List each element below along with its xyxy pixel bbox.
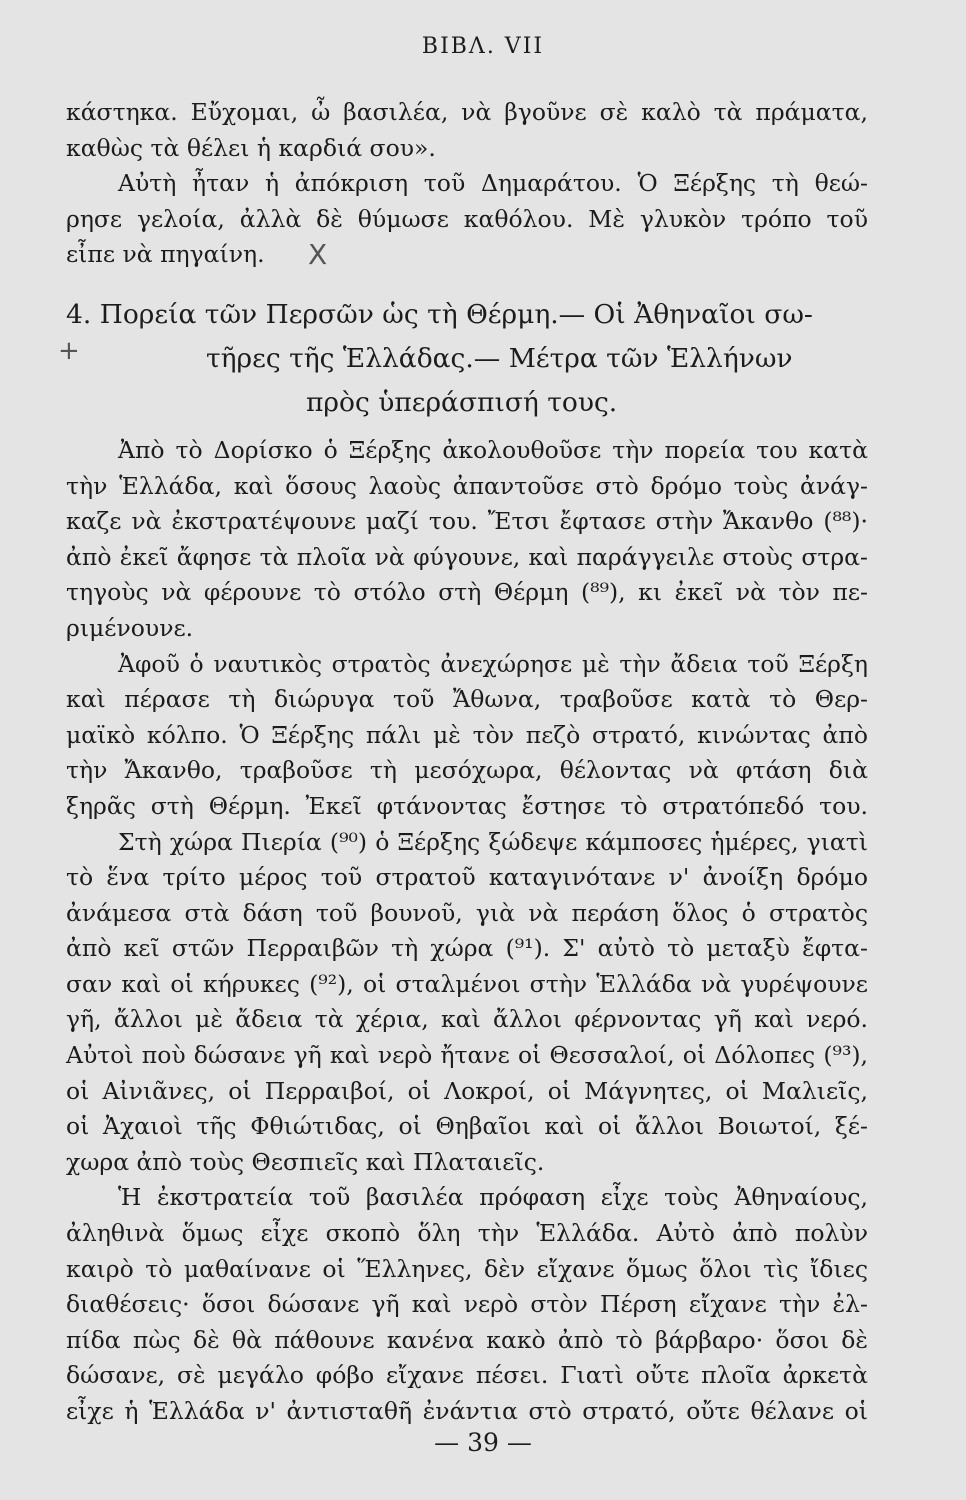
text-line: Αὐτὴ ἦταν ἡ ἀπόκριση τοῦ Δημαράτου. Ὁ Ξέρξης τὴ θεώ-: [118, 169, 868, 198]
text-line: καὶ πέρασε τὴ διώρυγα τοῦ Ἄθωνα, τραβοῦσε κατὰ τὸ Θερ-: [66, 685, 868, 714]
text-line: οἱ Ἀχαιοὶ τῆς Φθιώτιδας, οἱ Θηβαῖοι καὶ οἱ ἄλλοι Βοιωτοί, ξέ-: [66, 1112, 868, 1141]
text-line: ριμένουνε.: [66, 613, 194, 642]
body-text: [66, 95, 868, 1430]
text-line: τὴν Ἄκανθο, τραβοῦσε τὴ μεσόχωρα, θέλοντας νὰ φτάση διὰ: [66, 756, 868, 785]
text-line: εἶπε νὰ πηγαίνη.: [66, 240, 265, 269]
text-line: τὸ ἕνα τρίτο μέρος τοῦ στρατοῦ καταγινότανε ν' ἀνοίξη δρόμο: [66, 863, 868, 892]
text-line: χωρα ἀπὸ τοὺς Θεσπιεῖς καὶ Πλαταιεῖς.: [66, 1147, 545, 1176]
text-line: ξηρᾶς στὴ Θέρμη. Ἐκεῖ φτάνοντας ἔστησε τὸ στρατόπεδό του.: [66, 791, 868, 820]
heading-line: πρὸς ὑπεράσπισή τους.: [306, 386, 618, 418]
page-number: — 39 —: [434, 1428, 532, 1457]
text-line: ἀληθινὰ ὅμως εἶχε σκοπὸ ὅλη τὴν Ἑλλάδα. Αὐτὸ ἀπὸ πολὺν: [66, 1219, 868, 1248]
section-heading: [66, 293, 868, 425]
text-line: Ἀπὸ τὸ Δορίσκο ὁ Ξέρξης ἀκολουθοῦσε τὴν πορεία του κατὰ: [118, 435, 868, 464]
text-line: κάστηκα. Εὔχομαι, ὦ βασιλέα, νὰ βγοῦνε σὲ καλὸ τὰ πράματα,: [66, 98, 868, 126]
text-line: οἱ Αἰνιᾶνες, οἱ Περραιβοί, οἱ Λοκροί, οἱ Μάγνητες, οἱ Μαλιεῖς,: [66, 1076, 868, 1105]
text-line: καζε νὰ ἐκστρατέψουνε μαζί του. Ἔτσι ἔφτασε στὴν Ἄκανθο (⁸⁸)·: [66, 507, 868, 536]
text-line: Στὴ χώρα Πιερία (⁹⁰) ὁ Ξέρξης ξώδεψε κάμποσες ἡμέρες, γιατὶ: [118, 827, 868, 856]
text-line: ρησε γελοία, ἀλλὰ δὲ θύμωσε καθόλου. Μὲ γλυκὸν τρόπο τοῦ: [66, 204, 868, 233]
text-line: σαν καὶ οἱ κήρυκες (⁹²), οἱ σταλμένοι στὴν Ἑλλάδα νὰ γυρέψουνε: [66, 969, 868, 998]
text-line: τὴν Ἑλλάδα, καὶ ὅσους λαοὺς ἀπαντοῦσε στὸ δρόμο τοὺς ἀνάγ-: [66, 471, 868, 500]
text-line: καθὼς τὰ θέλει ἡ καρδιά σου».: [66, 133, 436, 162]
heading-line: τῆρες τῆς Ἑλλάδας.— Μέτρα τῶν Ἑλλήνων: [206, 342, 793, 374]
text-line: Ἀφοῦ ὁ ναυτικὸς στρατὸς ἀνεχώρησε μὲ τὴν ἄδεια τοῦ Ξέρξη: [118, 649, 868, 678]
text-line: ἀπὸ κεῖ στῶν Περραιβῶν τὴ χώρα (⁹¹). Σ' αὐτὸ τὸ μεταξὺ ἔφτα-: [66, 934, 868, 963]
text-line: Ἡ ἐκστρατεία τοῦ βασιλέα πρόφαση εἶχε τοὺς Ἀθηναίους,: [118, 1183, 868, 1212]
text-line: τηγοὺς νὰ φέρουνε τὸ στόλο στὴ Θέρμη (⁸⁹), κι ἐκεῖ νὰ τὸν πε-: [66, 578, 868, 607]
text-line: εἶχε ἡ Ἑλλάδα ν' ἀντισταθῆ ἐνάντια στὸ στρατό, οὔτε θέλανε οἱ: [66, 1397, 868, 1425]
text-line: γῆ, ἄλλοι μὲ ἄδεια τὰ χέρια, καὶ ἄλλοι φέρνοντας γῆ καὶ νερό.: [66, 1005, 868, 1034]
text-line: διαθέσεις· ὅσοι δώσανε γῆ καὶ νερὸ στὸν Πέρση εἴχανε τὴν ἐλ-: [66, 1290, 868, 1319]
text-line: ἀπὸ ἐκεῖ ἄφησε τὰ πλοῖα νὰ φύγουνε, καὶ παράγγειλε στοὺς στρα-: [66, 542, 868, 571]
text-line: δώσανε, σὲ μεγάλο φόβο εἴχανε πέσει. Γιατὶ οὔτε πλοῖα ἀρκετὰ: [66, 1361, 868, 1390]
text-line: ἀνάμεσα στὰ δάση τοῦ βουνοῦ, γιὰ νὰ περάση ὅλος ὁ στρατὸς: [66, 898, 868, 927]
heading-line: 4. Πορεία τῶν Περσῶν ὡς τὴ Θέρμη.— Οἱ Ἀθηναῖοι σω-: [66, 298, 813, 330]
text-line: Αὐτοὶ ποὺ δώσανε γῆ καὶ νερὸ ἤτανε οἱ Θεσσαλοί, οἱ Δόλοπες (⁹³),: [66, 1041, 868, 1070]
text-line: πίδα πὼς δὲ θὰ πάθουνε κανένα κακὸ ἀπὸ τὸ βάρβαρο· ὅσοι δὲ: [66, 1325, 868, 1354]
running-head: ΒΙΒΛ. VII: [421, 34, 545, 59]
text-line: μαϊκὸ κόλπο. Ὁ Ξέρξης πάλι μὲ τὸν πεζὸ στρατό, κινώντας ἀπὸ: [66, 720, 868, 749]
text-line: καιρὸ τὸ μαθαίνανε οἱ Ἕλληνες, δὲν εἴχανε ὅμως ὅλοι τὶς ἴδιες: [66, 1254, 868, 1283]
margin-plus-mark: +: [58, 336, 80, 366]
margin-cross-mark: X: [308, 238, 328, 271]
